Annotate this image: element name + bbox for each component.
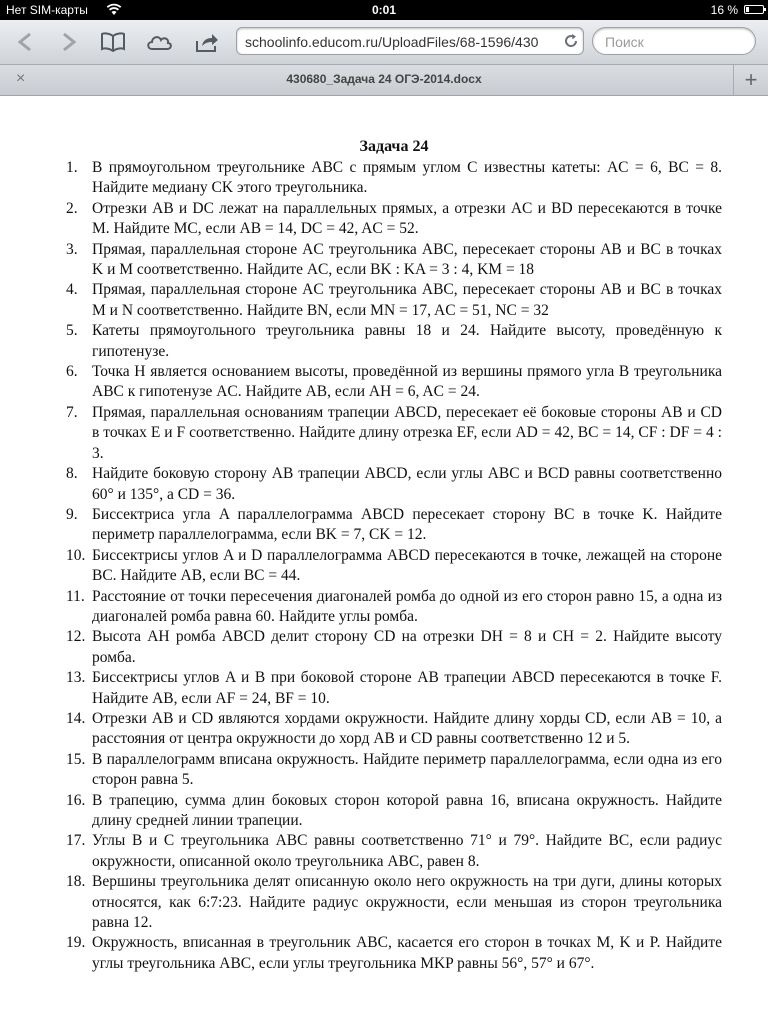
task-number: 15. [66, 750, 86, 768]
task-text: Углы B и C треугольника ABC равны соответственно 71° и 79°. Найдите BC, если радиус окружности, описанной около треугольника ABC, равен 8. [92, 832, 722, 870]
task-item [66, 627, 722, 668]
back-arrow-icon [16, 32, 34, 52]
task-text: Прямая, параллельная стороне AC треугольника ABC, пересекает стороны AB и BC в точках M и N соответственно. Найдите BN, если MN = 17, AC = 51, NC = 32 [92, 281, 722, 319]
url-text[interactable]: schoolinfo.educom.ru/UploadFiles/68-1596/430 [245, 34, 539, 50]
battery-icon [744, 5, 764, 14]
task-text: Высота AH ромба ABCD делит сторону CD на отрезки DH = 8 и CH = 2. Найдите высоту ромба. [92, 628, 722, 666]
reload-icon[interactable] [563, 33, 579, 49]
share-button[interactable] [192, 28, 222, 56]
task-number: 4. [66, 281, 78, 299]
task-text: Отрезки AB и CD являются хордами окружности. Найдите длину хорды CD, если AB = 10, а расстояния от центра окружности до хорд AB и CD равны соответственно 12 и 5. [92, 709, 722, 748]
address-bar[interactable] [236, 27, 584, 55]
task-text: Найдите боковую сторону AB трапеции ABCD, если углы ABC и BCD равны соответственно 60° и 135°, а CD = 36. [92, 465, 722, 503]
search-input[interactable] [603, 33, 747, 51]
document-title: Задача 24 [359, 138, 429, 155]
task-number: 5. [66, 322, 78, 340]
task-number: 1. [66, 159, 78, 176]
carrier-label: Нет SIM-карты [6, 3, 88, 17]
task-item [66, 831, 722, 872]
task-number: 8. [66, 465, 78, 483]
task-text: Биссектрисы углов A и B при боковой стороне AB трапеции ABCD пересекаются в точке F. Найдите AB, если AF = 24, BF = 10. [92, 669, 722, 707]
task-text: Катеты прямоугольного треугольника равны 18 и 24. Найдите высоту, проведённую к гипотенузе. [92, 322, 722, 360]
task-text: Вершины треугольника делят описанную около него окружность на три дуги, длины которых относятся, как 6:7:23. Найдите радиус окружности, если меньшая из сторон треугольника равна 12. [92, 873, 722, 932]
task-text: В прямоугольном треугольнике ABC с прямым углом C известны катеты: AC = 6, BC = 8. Найдите медиану CK этого треугольника. [92, 159, 722, 197]
back-button[interactable] [10, 28, 40, 56]
browser-toolbar [0, 20, 768, 65]
task-item [66, 158, 722, 199]
task-text: Биссектрисы углов A и D параллелограмма ABCD пересекаются в точке, лежащей на стороне BC. Найдите AB, если BC = 44. [92, 546, 722, 585]
task-item [66, 668, 722, 709]
task-item [66, 362, 722, 403]
task-number: 18. [66, 873, 86, 891]
share-icon [194, 31, 220, 53]
forward-button[interactable] [54, 28, 84, 56]
task-number: 3. [66, 240, 78, 258]
status-bar [0, 0, 768, 20]
document-page [66, 138, 722, 974]
search-bar[interactable] [592, 27, 756, 55]
bookmarks-button[interactable] [98, 28, 128, 56]
task-number: 14. [66, 709, 86, 727]
task-text: В трапецию, сумма длин боковых сторон которой равна 16, вписана окружность. Найдите длину средней линии трапеции. [92, 791, 722, 829]
task-number: 6. [66, 363, 78, 381]
plus-icon: + [744, 67, 758, 92]
battery-percent: 16 % [710, 3, 738, 17]
task-item [66, 933, 722, 974]
task-item [66, 587, 722, 628]
task-item [66, 321, 722, 362]
task-number: 7. [66, 403, 78, 421]
task-item [66, 403, 722, 464]
task-item [66, 280, 722, 321]
task-text: Отрезки AB и DC лежат на параллельных прямых, а отрезки AC и BD пересекаются в точке M. Найдите MC, если AB = 14, DC = 42, AC = 52. [92, 199, 722, 238]
icloud-tabs-button[interactable] [144, 28, 174, 56]
cloud-icon [145, 32, 173, 52]
task-text: Расстояние от точки пересечения диагоналей ромба до одной из его сторон равно 15, а одна из диагоналей ромба равна 60. Найдите углы ромба. [92, 587, 722, 625]
close-tab-icon[interactable]: × [16, 70, 26, 87]
task-number: 12. [66, 628, 86, 646]
task-number: 9. [66, 505, 78, 523]
task-text: Прямая, параллельная стороне AC треугольника ABC, пересекает стороны AB и BC в точках K и M соответственно. Найдите AC, если BK : KA = 3 : 4, KM = 18 [92, 240, 722, 279]
task-text: Окружность, вписанная в треугольник ABC, касается его сторон в точках M, K и P. Найдите углы треугольника ABC, если углы треугольника MKP равны 56°, 57° и 67°. [92, 934, 722, 972]
task-item [66, 709, 722, 750]
book-icon [100, 32, 126, 52]
task-item [66, 199, 722, 240]
task-number: 13. [66, 669, 86, 687]
task-item [66, 872, 722, 933]
tab-title[interactable]: 430680_Задача 24 ОГЭ-2014.docx [286, 72, 482, 86]
task-text: Прямая, параллельная основаниям трапеции ABCD, пересекает её боковые стороны AB и CD в точках E и F соответственно. Найдите длину отрезка EF, если AD = 42, BC = 14, CF : DF = 4 : 3. [92, 403, 722, 462]
task-number: 19. [66, 934, 86, 952]
clock: 0:01 [371, 3, 397, 17]
task-number: 10. [66, 546, 86, 564]
task-text: Биссектриса угла A параллелограмма ABCD пересекает сторону BC в точке K. Найдите периметр параллелограмма, если BK = 7, CK = 12. [92, 505, 722, 544]
task-text: Точка H является основанием высоты, проведённой из вершины прямого угла B треугольника ABC к гипотенузе AC. Найдите AB, если AH = 6, AC = 24. [92, 363, 722, 401]
task-number: 16. [66, 791, 86, 809]
task-item [66, 464, 722, 505]
task-number: 2. [66, 199, 78, 217]
tab-bar [0, 65, 768, 96]
new-tab-button[interactable] [733, 65, 768, 95]
task-item [66, 791, 722, 832]
task-list [66, 158, 722, 974]
task-number: 17. [66, 832, 86, 850]
task-item [66, 750, 722, 791]
forward-arrow-icon [60, 32, 78, 52]
task-item [66, 546, 722, 587]
task-text: В параллелограмм вписана окружность. Найдите периметр параллелограмма, если одна из его сторон равна 5. [92, 750, 722, 789]
task-item [66, 505, 722, 546]
task-item [66, 240, 722, 281]
task-number: 11. [66, 587, 85, 605]
